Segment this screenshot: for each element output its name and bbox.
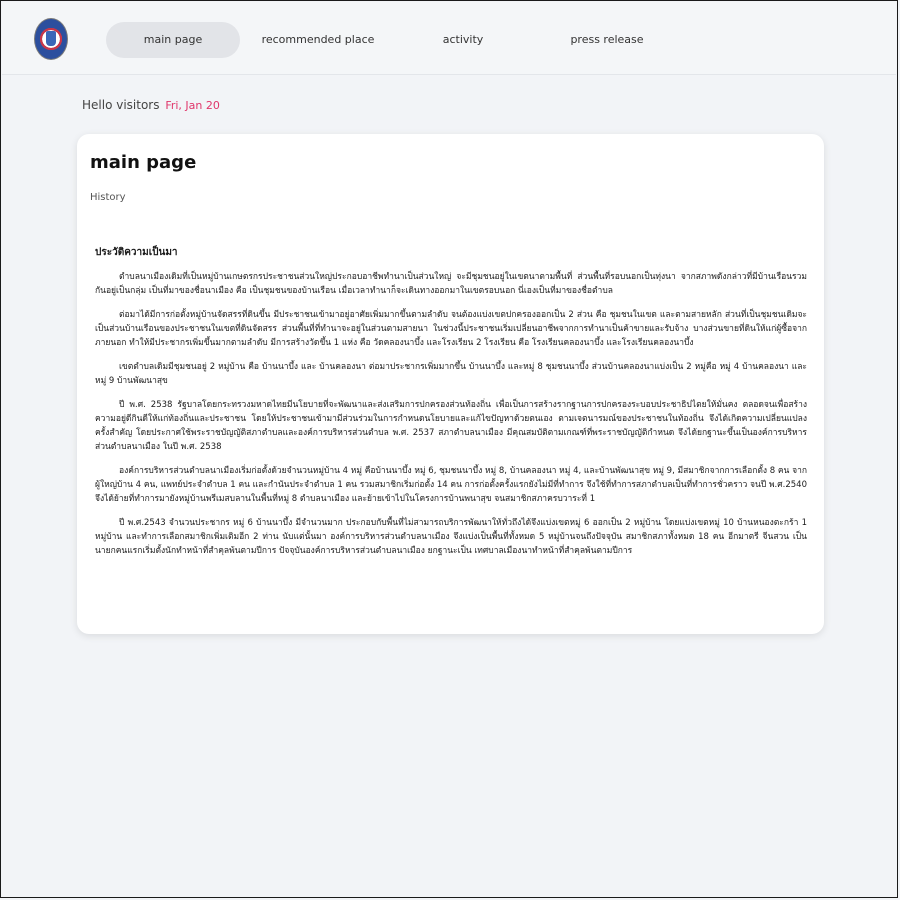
- history-paragraph: ปี พ.ศ.2543 จำนวนประชากร หมู่ 6 บ้านนาบึ้ง มีจำนวนมาก ประกอบกับพื้นที่ไม่สามารถบริการพัฒนาให้ทั่วถึงได้จึงแบ่งเขตหมู่ 6 ออกเป็น 2 หมู่บ้าน โดยแบ่งเขตหมู่ 10 บ้านหนองตะกร้า 1 หมู่บ้าน และทำการเลือกสมาชิกเพิ่มเติมอีก 2 ท่าน นับแต่นั้นมา องค์การบริหารส่วนตำบลนาเมือง จึงแบ่งเป็นพื้นที่ทั้งหมด 5 หมู่บ้านจนถึงปัจจุบัน สมาชิกสภาทั้งหมด 18 คน อีกมาตรี จีนสวน เป็นนายกคนแรกเริ่มตั้งนักทำหน้าที่สำคุลพ้นตามปีการ ปัจจุบันองค์การบริหารส่วนตำบลนาเมือง ยกฐานะเป็น เทศบาลเมืองนาทำหน้าที่สำคุลพ้นตามปีการ: [95, 518, 807, 556]
- content-card: [77, 134, 824, 634]
- nav-item-main-page[interactable]: main page: [106, 22, 240, 58]
- history-paragraph: องค์การบริหารส่วนตำบลนาเมืองเริ่มก่อตั้งด้วยจำนวนหมู่บ้าน 4 หมู่ คือบ้านนาบึ้ง หมู่ 6, ชุมชนนาบึ้ง หมู่ 8, บ้านคลองนา หมู่ 4, และบ้านพัฒนาสุข หมู่ 9, มีสมาชิกจากการเลือกตั้ง 8 คน จากผู้ใหญ่บ้าน 4 คน, แพทย์ประจำตำบล 1 คน และกำนันประจำตำบล 1 คน รวมสมาชิกเริ่มก่อตั้ง 14 คน การก่อตั้งครั้งแรกยังไม่มีที่ทำการ จึงใช้ที่ทำการสภาตำบลเป็นที่ทำการชั่วคราว จนปี พ.ศ.2540 จึงได้ย้ายที่ทำการมายังหมู่บ้านพรีเมสบลานในพื้นที่หมู่ 8 ตำบลนาเมือง และย้ายเข้าไปในโครงการบ้านพนาสุข จนสมาชิกสภาครบวาระที่ 1: [95, 466, 807, 504]
- greeting-date: Fri, Jan 20: [165, 99, 220, 112]
- nav-item-press-release[interactable]: press release: [570, 33, 644, 46]
- history-paragraph: เขตตำบลเดิมมีชุมชนอยู่ 2 หมู่บ้าน คือ บ้านนาบึ้ง และ บ้านคลองนา ต่อมาประชากรเพิ่มมากขึ้น บ้านนาบึ้ง และหมู่ 8 ชุมชนนาบึ้ง ส่วนบ้านคลองนาแบ่งเป็น 2 หมู่คือ หมู่ 4 บ้านคลองนา และหมู่ 9 บ้านพัฒนาสุข: [95, 362, 807, 386]
- section-subtitle: History: [90, 192, 126, 203]
- history-paragraph: ต่อมาได้มีการก่อตั้งหมู่บ้านจัดสรรที่ดินขึ้น มีประชาชนเข้ามาอยู่อาศัยเพิ่มมากขึ้นตามลำดับ จนต้องแบ่งเขตปกครองออกเป็น 2 ส่วน คือ ชุมชนในเขต และตามสายหลัก ส่วนที่เป็นชุมชนเดิมจะเป็นส่วนบ้านเรือนของประชาชนในเขตที่ดินจัดสรร ส่วนพื้นที่ที่ทำนาจะอยู่ในส่วนตามสายนา ในช่วงนี้ประชาชนเริ่มเปลี่ยนอาชีพจากการทำนาเป็นค้าขายและรับจ้าง บางส่วนขายที่ดินให้แก่ผู้ซื้อจากภายนอก ทำให้มีประชากรเพิ่มขึ้นมากตามลำดับ มีการสร้างวัดขึ้น 1 แห่ง คือ วัดคลองนาบึ้ง และโรงเรียน 2 โรงเรียน คือ โรงเรียนคลองนาบึ้ง และโรงเรียนคลองนาบึ้ง: [95, 310, 807, 348]
- greeting-text: Hello visitors: [82, 98, 160, 112]
- history-paragraph: ปี พ.ศ. 2538 รัฐบาลโดยกระทรวงมหาดไทยมีนโยบายที่จะพัฒนาและส่งเสริมการปกครองส่วนท้องถิ่น เพื่อเป็นการสร้างรากฐานการปกครองระบอบประชาธิปไตยให้มั่นคง ตลอดจนเพื่อสร้างความอยู่ดีกินดีให้แก่ท้องถิ่นและประชาชน โดยให้ประชาชนเข้ามามีส่วนร่วมในการกำหนดนโยบายและแก้ไขปัญหาด้วยตนเอง ตามเจตนารมณ์ของประชาชนในท้องถิ่น จึงได้เกิดความเปลี่ยนแปลงครั้งสำคัญ โดยประกาศใช้พระราชบัญญัติสภาตำบลและองค์การบริหารส่วนตำบล พ.ศ. 2537 สภาตำบลนาเมือง มีคุณสมบัติตามเกณฑ์ที่พระราชบัญญัติกำหนด จึงได้ยกฐานะขึ้นเป็นองค์การบริหารส่วนตำบลนาเมือง ในปี พ.ศ. 2538: [95, 400, 807, 452]
- history-content: [95, 246, 807, 568]
- top-navigation-bar: [2, 2, 896, 75]
- greeting: [82, 98, 220, 112]
- nav-item-activity[interactable]: activity: [442, 33, 484, 46]
- history-heading: ประวัติความเป็นมา: [95, 247, 178, 258]
- history-paragraph: ตำบลนาเมืองเดิมที่เป็นหมู่บ้านเกษตรกรประชาชนส่วนใหญ่ประกอบอาชีพทำนาเป็นส่วนใหญ่ จะมีชุมชนอยู่ในเขตนาตามพื้นที่ ส่วนพื้นที่รอบนอกเป็นทุ่งนา จากสภาพดังกล่าวที่มีบ้านเรือนรวมกันอยู่เป็นกลุ่ม เป็นที่มาของชื่อนาเมือง คือ เป็นชุมชนของบ้านเรือน เมื่อเวลาทำนาก็จะเดินทางออกมาในเขตรอบนอก นี่เองเป็นที่มาของชื่อตำบล: [95, 272, 807, 296]
- nav-item-recommended-place[interactable]: recommended place: [261, 33, 375, 46]
- emblem-logo-icon[interactable]: [34, 18, 68, 60]
- page-title: main page: [90, 152, 197, 173]
